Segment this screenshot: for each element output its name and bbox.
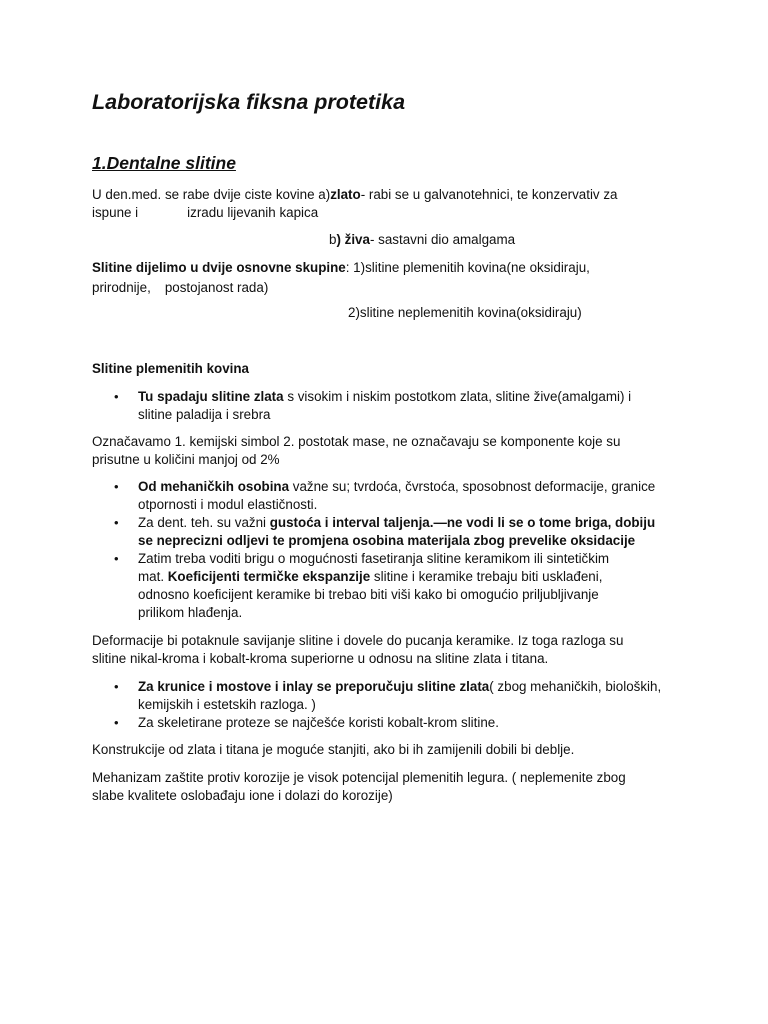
paragraph-mercury bbox=[329, 231, 689, 249]
text-run: U den.med. se rabe dvije ciste kovine a) bbox=[92, 187, 331, 202]
paragraph-designation bbox=[92, 433, 692, 469]
paragraph-line: kemijskih i estetskih razloga. ) bbox=[138, 697, 316, 712]
text-run: ispune i bbox=[92, 205, 139, 220]
paragraph-line: se neprecizni odljevi te promjena osobina materijala zbog prevelike oksidacije bbox=[138, 533, 636, 548]
document-page bbox=[92, 0, 692, 1024]
bold-term: gustoća i interval taljenja.—ne vodi li se o tome briga, dobiju bbox=[269, 515, 656, 530]
text-run: - rabi se u galvanotehnici, te konzervativ za bbox=[360, 187, 618, 202]
paragraph-line: Označavamo 1. kemijski simbol 2. postotak mase, ne označavaju se komponente koje su bbox=[92, 434, 621, 449]
list-item-text bbox=[138, 550, 692, 622]
paragraph-line bbox=[329, 231, 689, 249]
paragraph-line bbox=[92, 186, 692, 204]
section-heading: 1.Dentalne slitine bbox=[92, 153, 236, 173]
list-item-text bbox=[138, 714, 692, 732]
text-run: Za dent. teh. su važni bbox=[138, 515, 270, 530]
paragraph-line: slitine nikal-kroma i kobalt-kroma superiorne u odnosu na slitine zlata i titana. bbox=[92, 651, 549, 666]
paragraph-line bbox=[138, 678, 692, 696]
paragraph-line bbox=[138, 568, 692, 586]
text-run: važne su; tvrdoća, čvrstoća, sposobnost deformacije, granice bbox=[289, 479, 656, 494]
paragraph-line: Deformacije bi potaknule savijanje slitine i dovele do pucanja keramike. Iz toga razloga su bbox=[92, 633, 624, 648]
text-run: : 1)slitine plemenitih kovina(ne oksidiraju, bbox=[345, 260, 590, 275]
paragraph-line bbox=[92, 204, 692, 222]
bullet-icon: • bbox=[114, 389, 119, 404]
paragraph-line: odnosno koeficijent keramike bi trebao biti viši kako bi omogućio priljubljivanje bbox=[138, 587, 599, 602]
paragraph-line: Za skeletirane proteze se najčešće koristi kobalt-krom slitine. bbox=[138, 715, 499, 730]
list-item bbox=[92, 388, 692, 426]
bold-term: zlato bbox=[330, 187, 361, 202]
paragraph-corrosion bbox=[92, 769, 692, 805]
bold-term: Koeficijenti termičke ekspanzije bbox=[167, 569, 371, 584]
paragraph-line bbox=[138, 478, 692, 496]
paragraph-construction bbox=[92, 741, 692, 759]
bullet-icon: • bbox=[114, 715, 119, 730]
text-run: b bbox=[329, 232, 337, 247]
list-item-text bbox=[138, 514, 692, 550]
text-run: - sastavni dio amalgama bbox=[369, 232, 516, 247]
paragraph-line: prisutne u količini manjoj od 2% bbox=[92, 452, 280, 467]
document-title: Laboratorijska fiksna protetika bbox=[92, 90, 406, 114]
bold-term: Slitine dijelimo u dvije osnovne skupine bbox=[92, 260, 346, 275]
list-item bbox=[92, 514, 692, 552]
text-run: s visokim i niskim postotkom zlata, slitine žive(amalgami) i bbox=[283, 389, 632, 404]
paragraph-line: Zatim treba voditi brigu o mogućnosti fasetiranja slitine keramikom ili sintetičkim bbox=[138, 551, 610, 566]
list-item bbox=[92, 478, 692, 516]
paragraph-line bbox=[92, 279, 692, 297]
paragraph-line: Mehanizam zaštite protiv korozije je visok potencijal plemenitih legura. ( neplemenite zbog bbox=[92, 770, 626, 785]
text-run: slitine i keramike trebaju biti usklađeni, bbox=[370, 569, 603, 584]
paragraph-deformation bbox=[92, 632, 692, 668]
text-run: prirodnije, bbox=[92, 280, 151, 295]
subheading-noble-alloys: Slitine plemenitih kovina bbox=[92, 361, 250, 376]
text-run: postojanost rada) bbox=[164, 280, 269, 295]
bold-term: Tu spadaju slitine zlata bbox=[138, 389, 284, 404]
paragraph-base-metals bbox=[348, 304, 692, 322]
paragraph-line: Konstrukcije od zlata i titana je moguće stanjiti, ako bi ih zamijenili dobili bi deblje. bbox=[92, 742, 575, 757]
bold-term: Od mehaničkih osobina bbox=[138, 479, 290, 494]
list-item bbox=[92, 678, 692, 716]
paragraph-line: slabe kvalitete oslobađaju ione i dolazi do korozije) bbox=[92, 788, 393, 803]
paragraph-line: 2)slitine neplemenitih kovina(oksidiraju) bbox=[348, 305, 582, 320]
paragraph-line bbox=[92, 259, 692, 277]
text-run: mat. bbox=[138, 569, 168, 584]
list-item bbox=[92, 550, 692, 624]
paragraph-line: prilikom hlađenja. bbox=[138, 605, 243, 620]
text-run: ( zbog mehaničkih, bioloških, bbox=[489, 679, 662, 694]
list-item-text bbox=[138, 678, 692, 714]
list-item-text bbox=[138, 478, 692, 514]
bold-term: ) živa bbox=[336, 232, 370, 247]
list-item-text bbox=[138, 388, 692, 424]
paragraph-line bbox=[138, 388, 692, 406]
paragraph-groups bbox=[92, 259, 692, 297]
bullet-icon: • bbox=[114, 515, 119, 530]
list-item bbox=[92, 714, 692, 734]
bullet-icon: • bbox=[114, 551, 119, 566]
paragraph-line: slitine paladija i srebra bbox=[138, 407, 271, 422]
text-run: izradu lijevanih kapica bbox=[187, 205, 319, 220]
bullet-icon: • bbox=[114, 679, 119, 694]
bold-term: Za krunice i mostove i inlay se preporučuju slitine zlata bbox=[138, 679, 490, 694]
paragraph-line: otpornosti i modul elastičnosti. bbox=[138, 497, 318, 512]
bullet-icon: • bbox=[114, 479, 119, 494]
paragraph-line bbox=[138, 514, 692, 532]
paragraph-intro bbox=[92, 186, 692, 222]
